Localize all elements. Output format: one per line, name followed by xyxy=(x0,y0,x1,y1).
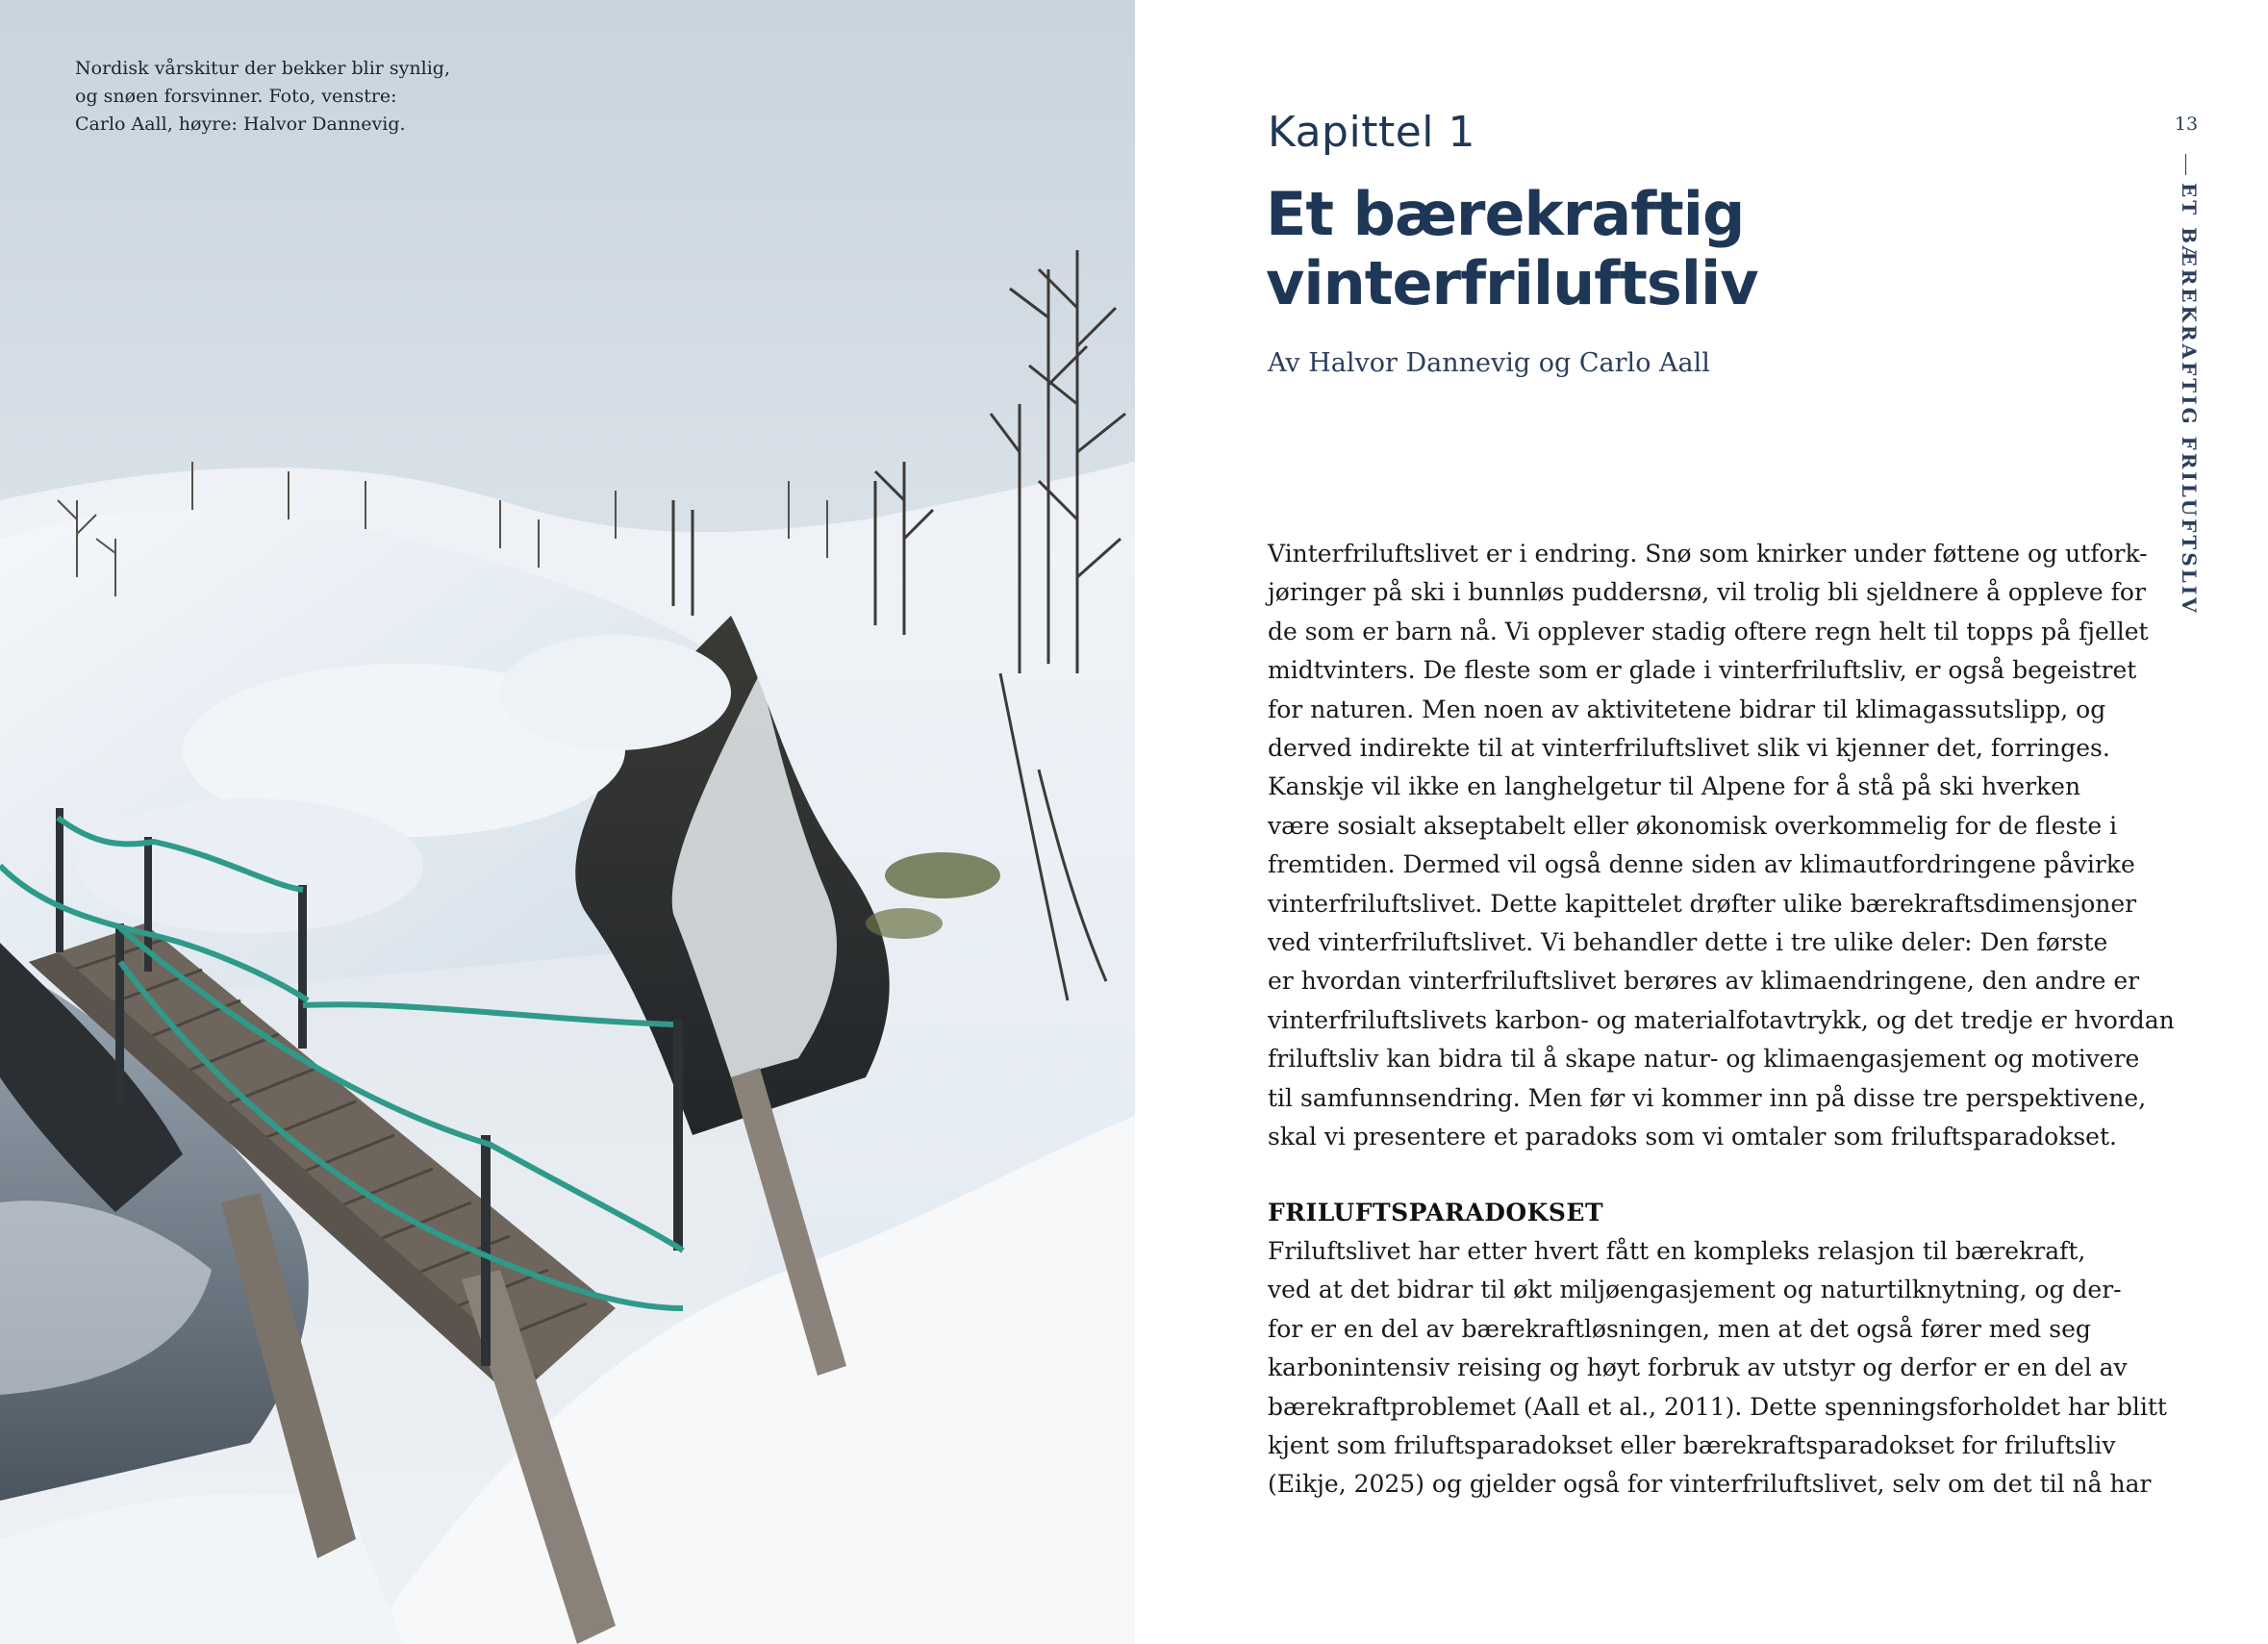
intro-paragraph xyxy=(1268,535,2175,1157)
text-line: (Eikje, 2025) og gjelder også for vinterfriluftslivet, selv om det til nå har xyxy=(1268,1470,2152,1499)
photo-caption xyxy=(75,55,460,139)
text-line: til samfunnsendring. Men før vi kommer inn på disse tre perspektivene, xyxy=(1268,1083,2147,1112)
chapter-title xyxy=(1266,180,1997,318)
chapter-title-line: Et bærekraftig xyxy=(1266,179,1745,249)
text-line: være sosialt akseptabelt eller økonomisk overkommelig for de fleste i xyxy=(1268,811,2118,840)
text-line: de som er barn nå. Vi opplever stadig oftere regn helt til topps på fjellet xyxy=(1268,617,2149,645)
text-line: for naturen. Men noen av aktivitetene bidrar til klimagassutslipp, og xyxy=(1268,695,2106,723)
caption-line: og snøen forsvinner. Foto, venstre: xyxy=(75,86,397,107)
running-head-title: ET BÆREKRAFTIG FRILUFTSLIV xyxy=(2178,183,2201,616)
chapter-label: Kapittel 1 xyxy=(1268,108,1475,157)
text-line: Friluftslivet har etter hvert fått en kompleks relasjon til bærekraft, xyxy=(1268,1236,2086,1265)
text-line: bærekraftproblemet (Aall et al., 2011). Dette spenningsforholdet har blitt xyxy=(1268,1392,2167,1421)
text-line: for er en del av bærekraftløsningen, men at det også fører med seg xyxy=(1268,1314,2091,1343)
text-line: vinterfriluftslivets karbon- og materialfotavtrykk, og det tredje er hvordan xyxy=(1268,1005,2175,1034)
text-line: fremtiden. Dermed vil også denne siden av klimautfordringene påvirke xyxy=(1268,850,2135,879)
page-number: 13 xyxy=(2174,114,2199,135)
text-line: ved vinterfriluftslivet. Vi behandler dette i tre ulike deler: Den første xyxy=(1268,928,2108,957)
text-line: kjent som friluftsparadokset eller bærekraftsparadokset for friluftsliv xyxy=(1268,1430,2116,1459)
text-line: midtvinters. De fleste som er glade i vinterfriluftsliv, er også begeistret xyxy=(1268,656,2137,685)
text-line: vinterfriluftslivet. Dette kapittelet drøfter ulike bærekraftsdimensjoner xyxy=(1268,889,2137,918)
caption-line: Carlo Aall, høyre: Halvor Dannevig. xyxy=(75,114,406,135)
text-line: karbonintensiv reising og høyt forbruk av utstyr og derfor er en del av xyxy=(1268,1353,2128,1382)
body-text xyxy=(1268,535,2175,1505)
section-paragraph xyxy=(1268,1232,2167,1505)
text-page xyxy=(1135,0,2268,1644)
text-line: skal vi presentere et paradoks som vi omtaler som friluftsparadokset. xyxy=(1268,1123,2117,1151)
text-line: friluftsliv kan bidra til å skape natur- og klimaengasjement og motivere xyxy=(1268,1045,2140,1074)
text-line: er hvordan vinterfriluftslivet berøres av klimaendringene, den andre er xyxy=(1268,967,2140,996)
running-head-divider xyxy=(2185,154,2186,175)
text-line: Kanskje vil ikke en langhelgetur til Alpene for å stå på ski hverken xyxy=(1268,772,2081,801)
author-byline: Av Halvor Dannevig og Carlo Aall xyxy=(1268,348,1710,378)
chapter-title-line: vinterfriluftsliv xyxy=(1266,248,1758,318)
text-line: derved indirekte til at vinterfriluftslivet slik vi kjenner det, forringes. xyxy=(1268,734,2110,763)
section-heading: FRILUFTSPARADOKSET xyxy=(1268,1198,1604,1227)
text-line: Vinterfriluftslivet er i endring. Snø som knirker under føttene og utfork- xyxy=(1268,540,2148,568)
text-line: ved at det bidrar til økt miljøengasjement og naturtilknytning, og der- xyxy=(1268,1276,2122,1304)
caption-line: Nordisk vårskitur der bekker blir synlig, xyxy=(75,58,451,79)
text-line: jøringer på ski i bunnløs puddersnø, vil trolig bli sjeldnere å oppleve for xyxy=(1268,578,2146,607)
